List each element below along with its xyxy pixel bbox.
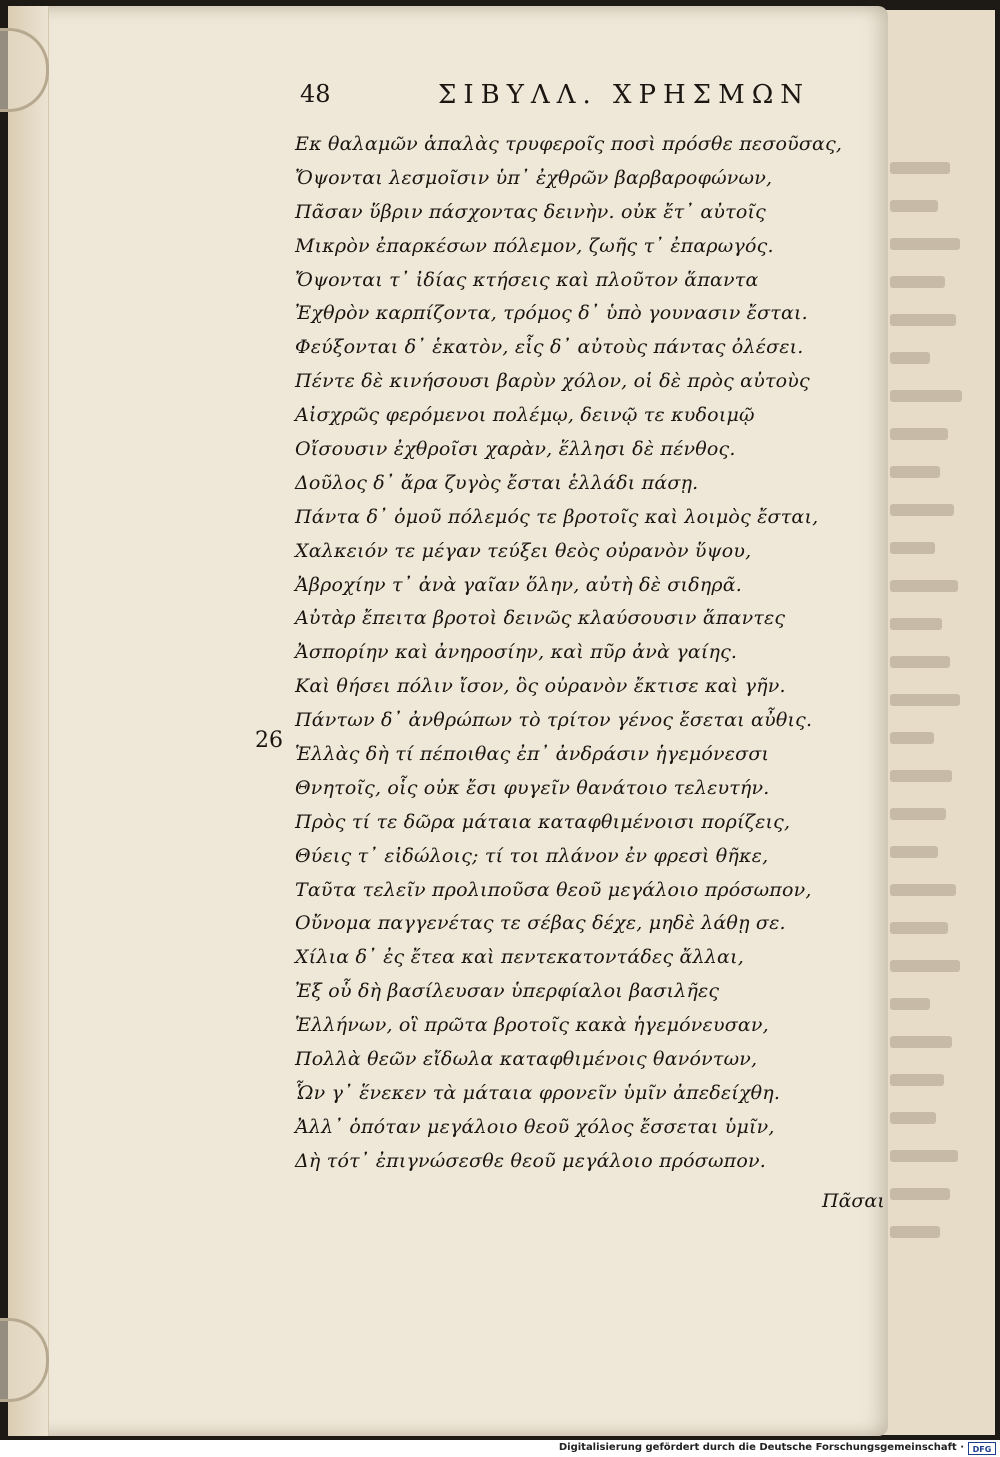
adjacent-text-smudge (890, 1176, 990, 1214)
verse-line: Ὄψονται λεσμοῖσιν ὑπ᾽ ἐχθρῶν βαρβαροφώνων, (295, 166, 773, 189)
funding-credit: Digitalisierung gefördert durch die Deutsche Forschungsgemeinschaft · (558, 1442, 964, 1453)
verse-line: Ἑλλήνων, οἳ πρῶτα βροτοῖς κακὰ ἡγεμόνευσαν, (295, 1014, 769, 1037)
adjacent-text-smudge (890, 302, 990, 340)
verse-line: Δοῦλος δ᾽ ἄρα ζυγὸς ἔσται ἑλλάδι πάσῃ. (295, 471, 699, 494)
page-header (300, 80, 820, 120)
verse-line: Ἀβροχίην τ᾽ ἀνὰ γαῖαν ὅλην, αὐτὴ δὲ σιδηρᾶ. (295, 573, 742, 596)
adjacent-text-smudge (890, 834, 990, 872)
adjacent-text-smudge (890, 530, 990, 568)
verse-line: Πάντα δ᾽ ὁμοῦ πόλεμός τε βροτοῖς καὶ λοιμὸς ἔσται, (295, 505, 819, 528)
verse-line: Φεύξονται δ᾽ ἑκατὸν, εἷς δ᾽ αὐτοὺς πάντας ὀλέσει. (295, 336, 804, 359)
adjacent-text-smudge (890, 948, 990, 986)
verse-line: Πολλὰ θεῶν εἴδωλα καταφθιμένοις θανόντων, (295, 1048, 758, 1071)
adjacent-text-smudge (890, 986, 990, 1024)
adjacent-text-smudge (890, 188, 990, 226)
adjacent-text-smudge (890, 910, 990, 948)
adjacent-text-smudge (890, 264, 990, 302)
catchword: Πᾶσαι (822, 1190, 885, 1212)
verse-line: Ἀσπορίην καὶ ἀνηροσίην, καὶ πῦρ ἀνὰ γαίης. (295, 641, 738, 664)
verse-line: Θύεις τ᾽ εἰδώλοις; τί τοι πλάνον ἐν φρεσὶ θῆκε, (295, 844, 769, 867)
adjacent-text-smudge (890, 454, 990, 492)
adjacent-text-smudge (890, 1062, 990, 1100)
dfg-logo: DFG (968, 1442, 996, 1455)
adjacent-text-smudge (890, 226, 990, 264)
verse-line: Ὧν γ᾽ ἕνεκεν τὰ μάταια φρονεῖν ὑμῖν ἀπεδείχθη. (295, 1081, 781, 1104)
verse-line: Ἐχθρὸν καρπίζοντα, τρόμος δ᾽ ὑπὸ γουνασιν ἔσται. (295, 302, 808, 325)
margin-note: 26 (255, 728, 283, 753)
adjacent-text-smudge (890, 378, 990, 416)
verse-line: Ἑλλὰς δὴ τί πέποιθας ἐπ᾽ ἀνδράσιν ἡγεμόνεσσι (295, 743, 770, 766)
verse-line: Αὐτὰρ ἔπειτα βροτοὶ δεινῶς κλαύσουσιν ἅπαντες (295, 607, 786, 630)
adjacent-text-smudge (890, 758, 990, 796)
verse-line: Οἴσουσιν ἐχθροῖσι χαρὰν, ἕλλησι δὲ πένθος. (295, 438, 736, 461)
verse-line: Πᾶσαν ὕβριν πάσχοντας δεινὴν. οὐκ ἔτ᾽ αὐτοῖς (295, 200, 766, 223)
verse-line: Ὄψονται τ᾽ ἰδίας κτήσεις καὶ πλοῦτον ἅπαντα (295, 268, 759, 291)
adjacent-text-smudge (890, 1138, 990, 1176)
adjacent-text-smudge (890, 872, 990, 910)
verse-text (295, 128, 875, 1179)
verse-line: Πρὸς τί τε δῶρα μάταια καταφθιμένοισι πορίζεις, (295, 810, 791, 833)
adjacent-text-smudge (890, 150, 990, 188)
verse-line: Εκ θαλαμῶν ἁπαλὰς τρυφεροῖς ποσὶ πρόσθε πεσοῦσας, (295, 133, 843, 155)
adjacent-text-smudge (890, 416, 990, 454)
adjacent-text-smudge (890, 606, 990, 644)
adjacent-text-smudge (890, 1100, 990, 1138)
verse-line: Μικρὸν ἐπαρκέσων πόλεμον, ζωῆς τ᾽ ἐπαρωγός. (295, 234, 774, 257)
adjacent-page-text (890, 150, 990, 1252)
verse-line: Πάντων δ᾽ ἀνθρώπων τὸ τρίτον γένος ἔσεται αὖθις. (295, 709, 813, 732)
verse-line: Πέντε δὲ κινήσουσι βαρὺν χόλον, οἱ δὲ πρὸς αὐτοὺς (295, 370, 810, 393)
verse-line: Ἀλλ᾽ ὁπόταν μεγάλοιο θεοῦ χόλος ἔσσεται ὑμῖν, (295, 1115, 775, 1138)
verse-line: Χαλκειόν τε μέγαν τεύξει θεὸς οὐρανὸν ὕψου, (295, 539, 752, 562)
verse-line: Θνητοῖς, οἷς οὐκ ἔσι φυγεῖν θανάτοιο τελευτήν. (295, 776, 770, 799)
adjacent-text-smudge (890, 682, 990, 720)
adjacent-text-smudge (890, 796, 990, 834)
verse-line: Καὶ θήσει πόλιν ἴσον, ὃς οὐρανὸν ἔκτισε καὶ γῆν. (295, 675, 786, 698)
verse-line: Ἐξ οὗ δὴ βασίλευσαν ὑπερφίαλοι βασιλῆες (295, 980, 720, 1003)
adjacent-text-smudge (890, 720, 990, 758)
adjacent-text-smudge (890, 1214, 990, 1252)
page-gutter (8, 6, 49, 1436)
page-number: 48 (300, 80, 331, 108)
adjacent-text-smudge (890, 340, 990, 378)
verse-line: Χίλια δ᾽ ἐς ἔτεα καὶ πεντεκατοντάδες ἄλλαι, (295, 946, 744, 969)
verse-line: Ταῦτα τελεῖν προλιποῦσα θεοῦ μεγάλοιο πρόσωπον, (295, 878, 812, 901)
verse-line: Δὴ τότ᾽ ἐπιγνώσεσθε θεοῦ μεγάλοιο πρόσωπον. (295, 1149, 766, 1172)
adjacent-text-smudge (890, 492, 990, 530)
adjacent-text-smudge (890, 644, 990, 682)
verse-line: Αἰσχρῶς φερόμενοι πολέμῳ, δεινῷ τε κυδοιμῷ (295, 404, 755, 427)
adjacent-text-smudge (890, 568, 990, 606)
adjacent-text-smudge (890, 1024, 990, 1062)
running-title: ΣΙΒΥΛΛ. ΧΡΗΣΜΩΝ (438, 80, 810, 110)
verse-line: Οὔνομα παγγενέτας τε σέβας δέχε, μηδὲ λάθῃ σε. (295, 912, 786, 935)
footer-bar (0, 1440, 1000, 1457)
